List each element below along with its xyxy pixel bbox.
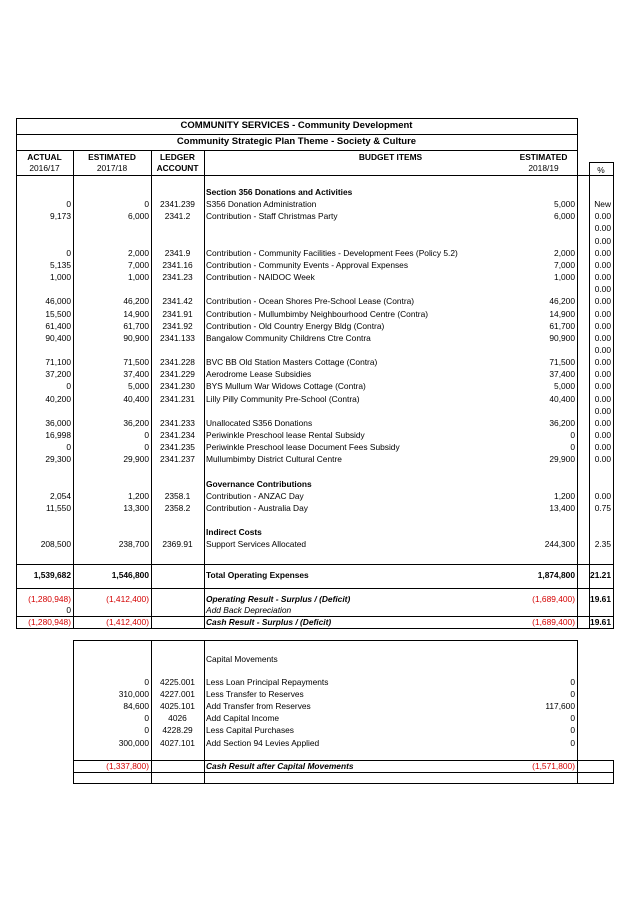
row-percent: 0.00	[594, 211, 611, 222]
row-description: Contribution - Old Country Energy Bldg (Contra)	[206, 320, 385, 331]
header-estimated-1: ESTIMATED	[88, 152, 136, 162]
row-percent: 0.00	[594, 296, 611, 307]
header-actual-year: 2016/17	[29, 163, 60, 173]
row-estimated-2: 1,200	[554, 490, 575, 501]
row-description: Periwinkle Preschool lease Rental Subsidy	[206, 430, 365, 440]
row-actual: 37,200	[45, 369, 71, 380]
row-ledger: 2341.239	[160, 199, 195, 210]
row-percent: 0.00	[594, 235, 611, 246]
row-estimated-1: 90,900	[123, 332, 149, 343]
capital-ledger: 4225.001	[160, 677, 195, 687]
cash-estimated-2: (1,689,400)	[532, 617, 575, 627]
cash-actual: (1,280,948)	[28, 617, 71, 627]
capital-ledger: 4227.001	[160, 689, 195, 700]
row-estimated-1: 238,700	[118, 539, 149, 550]
row-percent: 0.00	[594, 284, 611, 295]
row-estimated-1: 29,900	[123, 454, 149, 465]
row-ledger: 2341.230	[160, 381, 195, 392]
row-percent: 0.00	[594, 381, 611, 392]
header-estimated-2-year: 2018/19	[528, 163, 559, 173]
row-ledger: 2341.92	[162, 320, 193, 331]
operating-actual: (1,280,948)	[28, 594, 71, 604]
row-actual: 9,173	[50, 211, 71, 222]
row-description: Mullumbimby District Cultural Centre	[206, 454, 342, 465]
row-estimated-1: 61,700	[123, 320, 149, 331]
row-estimated-2: 0	[570, 430, 575, 440]
row-description: Indirect Costs	[206, 527, 262, 538]
header-account: ACCOUNT	[156, 163, 199, 173]
capital-estimated-2: 0	[570, 725, 575, 736]
row-description: Contribution - NAIDOC Week	[206, 272, 315, 283]
operating-estimated-2: (1,689,400)	[532, 594, 575, 604]
row-actual: 11,550	[46, 502, 71, 513]
row-percent: 0.00	[594, 442, 611, 453]
row-description: Contribution - Ocean Shores Pre-School Lease (Contra)	[206, 296, 415, 307]
row-estimated-2: 7,000	[554, 259, 575, 270]
capital-estimated-1: 300,000	[118, 737, 149, 748]
row-percent: 0.00	[594, 308, 611, 319]
row-description: S356 Donation Administration	[206, 199, 317, 210]
row-estimated-1: 2,000	[128, 247, 149, 258]
row-estimated-1: 36,200	[123, 417, 149, 428]
row-description: Section 356 Donations and Activities	[206, 187, 353, 197]
row-ledger: 2341.231	[160, 393, 195, 404]
row-percent: 0.00	[594, 369, 611, 380]
row-estimated-1: 71,500	[123, 357, 149, 368]
row-description: Unallocated S356 Donations	[206, 417, 313, 428]
row-estimated-1: 14,900	[123, 308, 149, 319]
cash-label: Cash Result - Surplus / (Deficit)	[206, 617, 332, 627]
capital-estimated-1: 0	[144, 677, 149, 687]
row-ledger: 2341.9	[164, 247, 191, 258]
row-ledger: 2341.91	[162, 308, 193, 319]
capital-movements-title: Capital Movements	[206, 654, 278, 664]
row-ledger: 2341.42	[162, 296, 193, 307]
row-description: Contribution - ANZAC Day	[206, 490, 304, 501]
total-estimated-2: 1,874,800	[537, 570, 575, 580]
capital-description: Less Loan Principal Repayments	[206, 677, 329, 687]
row-estimated-2: 29,900	[549, 454, 575, 465]
row-estimated-1: 13,300	[123, 502, 149, 513]
addback-actual: 0	[66, 605, 71, 615]
row-actual: 16,998	[45, 430, 71, 440]
row-ledger: 2369.91	[162, 539, 193, 550]
row-description: Contribution - Community Events - Approval Expenses	[206, 259, 409, 270]
row-ledger: 2341.229	[160, 369, 195, 380]
row-actual: 1,000	[50, 272, 71, 283]
row-actual: 15,500	[45, 308, 71, 319]
capital-estimated-1: 0	[144, 725, 149, 736]
row-description: Contribution - Community Facilities - Development Fees (Policy 5.2)	[206, 247, 458, 258]
capital-ledger: 4025.101	[160, 701, 195, 712]
row-estimated-2: 2,000	[554, 247, 575, 258]
row-actual: 61,400	[45, 320, 71, 331]
row-ledger: 2358.2	[164, 502, 191, 513]
row-percent: 0.00	[594, 320, 611, 331]
row-estimated-1: 1,000	[128, 272, 149, 283]
row-estimated-1: 46,200	[123, 296, 149, 307]
row-estimated-2: 5,000	[554, 381, 575, 392]
row-actual: 208,500	[40, 539, 71, 550]
capital-estimated-1: 0	[144, 713, 149, 724]
header-estimated-1-year: 2017/18	[96, 163, 128, 173]
row-ledger: 2341.237	[160, 454, 195, 465]
page-subtitle: Community Strategic Plan Theme - Society & Culture	[176, 136, 417, 147]
row-percent: 0.00	[594, 223, 611, 234]
row-percent: 0.00	[594, 259, 611, 270]
row-description: Bangalow Community Childrens Ctre Contra	[206, 332, 371, 343]
row-percent: 0.00	[594, 357, 611, 368]
row-percent: New	[594, 199, 611, 210]
row-percent: 0.00	[594, 332, 611, 343]
row-percent: 0.00	[594, 490, 611, 501]
row-description: Periwinkle Preschool lease Document Fees Subsidy	[206, 442, 400, 453]
row-actual: 2,054	[50, 490, 71, 501]
row-estimated-1: 37,400	[123, 369, 149, 380]
total-actual: 1,539,682	[33, 570, 71, 580]
row-estimated-2: 71,500	[549, 357, 575, 368]
capital-description: Less Transfer to Reserves	[206, 689, 304, 700]
row-estimated-1: 1,200	[128, 490, 149, 501]
total-label: Total Operating Expenses	[206, 570, 309, 580]
addback-label: Add Back Depreciation	[206, 605, 292, 615]
capital-description: Add Capital Income	[206, 713, 280, 724]
row-percent: 0.00	[594, 344, 611, 355]
row-estimated-1: 6,000	[128, 211, 149, 222]
row-actual: 0	[66, 381, 71, 392]
capital-estimated-2: 0	[570, 689, 575, 700]
row-actual: 36,000	[45, 417, 71, 428]
row-estimated-1: 0	[144, 199, 149, 210]
total-percent: 21.21	[590, 570, 611, 580]
capital-estimated-2: 0	[570, 737, 575, 748]
row-percent: 2.35	[594, 539, 611, 550]
row-actual: 5,135	[50, 259, 71, 270]
capital-description: Add Section 94 Levies Applied	[206, 737, 320, 748]
row-estimated-1: 5,000	[128, 381, 149, 392]
row-estimated-2: 0	[570, 442, 575, 453]
header-estimated-2: ESTIMATED	[519, 152, 568, 162]
row-estimated-2: 40,400	[549, 393, 575, 404]
row-estimated-1: 40,400	[123, 393, 149, 404]
capital-ledger: 4228.29	[162, 725, 193, 736]
row-ledger: 2341.2	[164, 211, 191, 222]
row-estimated-1: 0	[144, 430, 149, 440]
final-estimated-1: (1,337,800)	[106, 761, 149, 771]
capital-estimated-1: 310,000	[118, 689, 149, 700]
row-estimated-2: 6,000	[554, 211, 575, 222]
final-label: Cash Result after Capital Movements	[206, 761, 354, 771]
row-actual: 71,100	[45, 357, 71, 368]
row-actual: 40,200	[45, 393, 71, 404]
row-actual: 46,000	[45, 296, 71, 307]
capital-description: Less Capital Purchases	[206, 725, 294, 736]
row-ledger: 2341.233	[160, 417, 195, 428]
operating-label: Operating Result - Surplus / (Deficit)	[206, 594, 351, 604]
operating-percent: 19.61	[590, 594, 611, 604]
row-estimated-2: 244,300	[544, 539, 575, 550]
page-title: COMMUNITY SERVICES - Community Development	[180, 120, 413, 131]
header-actual: ACTUAL	[27, 152, 62, 162]
row-ledger: 2341.235	[160, 442, 195, 453]
row-description: Contribution - Staff Christmas Party	[206, 211, 338, 222]
operating-estimated-1: (1,412,400)	[106, 594, 149, 604]
row-actual: 0	[66, 199, 71, 210]
row-estimated-2: 13,400	[549, 502, 575, 513]
row-ledger: 2341.228	[160, 357, 195, 368]
capital-ledger: 4027.101	[160, 737, 195, 748]
row-description: Governance Contributions	[206, 478, 312, 489]
row-ledger: 2341.16	[162, 259, 193, 270]
row-ledger: 2341.133	[160, 332, 195, 343]
row-percent: 0.00	[594, 272, 611, 283]
header-ledger: LEDGER	[160, 152, 195, 162]
row-description: BVC BB Old Station Masters Cottage (Contra)	[206, 357, 378, 368]
row-percent: 0.00	[594, 417, 611, 428]
row-estimated-2: 14,900	[549, 308, 575, 319]
row-description: Aerodrome Lease Subsidies	[206, 369, 312, 380]
row-percent: 0.00	[594, 405, 611, 416]
row-estimated-2: 90,900	[549, 332, 575, 343]
row-actual: 0	[66, 247, 71, 258]
row-estimated-2: 61,700	[549, 320, 575, 331]
row-estimated-2: 37,400	[549, 369, 575, 380]
row-percent: 0.00	[594, 393, 611, 404]
capital-estimated-2: 117,600	[545, 701, 575, 712]
row-description: BYS Mullum War Widows Cottage (Contra)	[206, 381, 366, 392]
row-estimated-1: 0	[144, 442, 149, 453]
cash-percent: 19.61	[590, 617, 611, 627]
final-estimated-2: (1,571,800)	[532, 761, 575, 771]
capital-estimated-1: 84,600	[123, 701, 149, 712]
row-percent: 0.00	[594, 454, 611, 465]
row-ledger: 2341.234	[160, 430, 195, 440]
capital-ledger: 4026	[168, 713, 187, 724]
header-budget-items: BUDGET ITEMS	[358, 152, 423, 162]
cash-estimated-1: (1,412,400)	[106, 617, 149, 627]
row-percent: 0.00	[594, 247, 611, 258]
row-actual: 29,300	[45, 454, 71, 465]
row-description: Support Services Allocated	[206, 539, 307, 550]
row-description: Lilly Pilly Community Pre-School (Contra)	[206, 393, 360, 404]
capital-estimated-2: 0	[570, 713, 575, 724]
row-estimated-1: 7,000	[128, 259, 149, 270]
row-ledger: 2341.23	[162, 272, 193, 283]
capital-description: Add Transfer from Reserves	[206, 701, 311, 712]
row-actual: 0	[66, 442, 71, 453]
row-estimated-2: 5,000	[554, 199, 575, 210]
row-ledger: 2358.1	[164, 490, 191, 501]
row-actual: 90,400	[45, 332, 71, 343]
header-percent: %	[597, 165, 605, 175]
row-percent: 0.00	[594, 430, 611, 440]
total-estimated-1: 1,546,800	[111, 570, 149, 580]
capital-estimated-2: 0	[570, 677, 575, 687]
row-estimated-2: 1,000	[554, 272, 575, 283]
row-percent: 0.75	[594, 502, 611, 513]
row-description: Contribution - Australia Day	[206, 502, 308, 513]
row-estimated-2: 36,200	[549, 417, 575, 428]
row-description: Contribution - Mullumbimby Neighbourhood Centre (Contra)	[206, 308, 429, 319]
row-estimated-2: 46,200	[549, 296, 575, 307]
